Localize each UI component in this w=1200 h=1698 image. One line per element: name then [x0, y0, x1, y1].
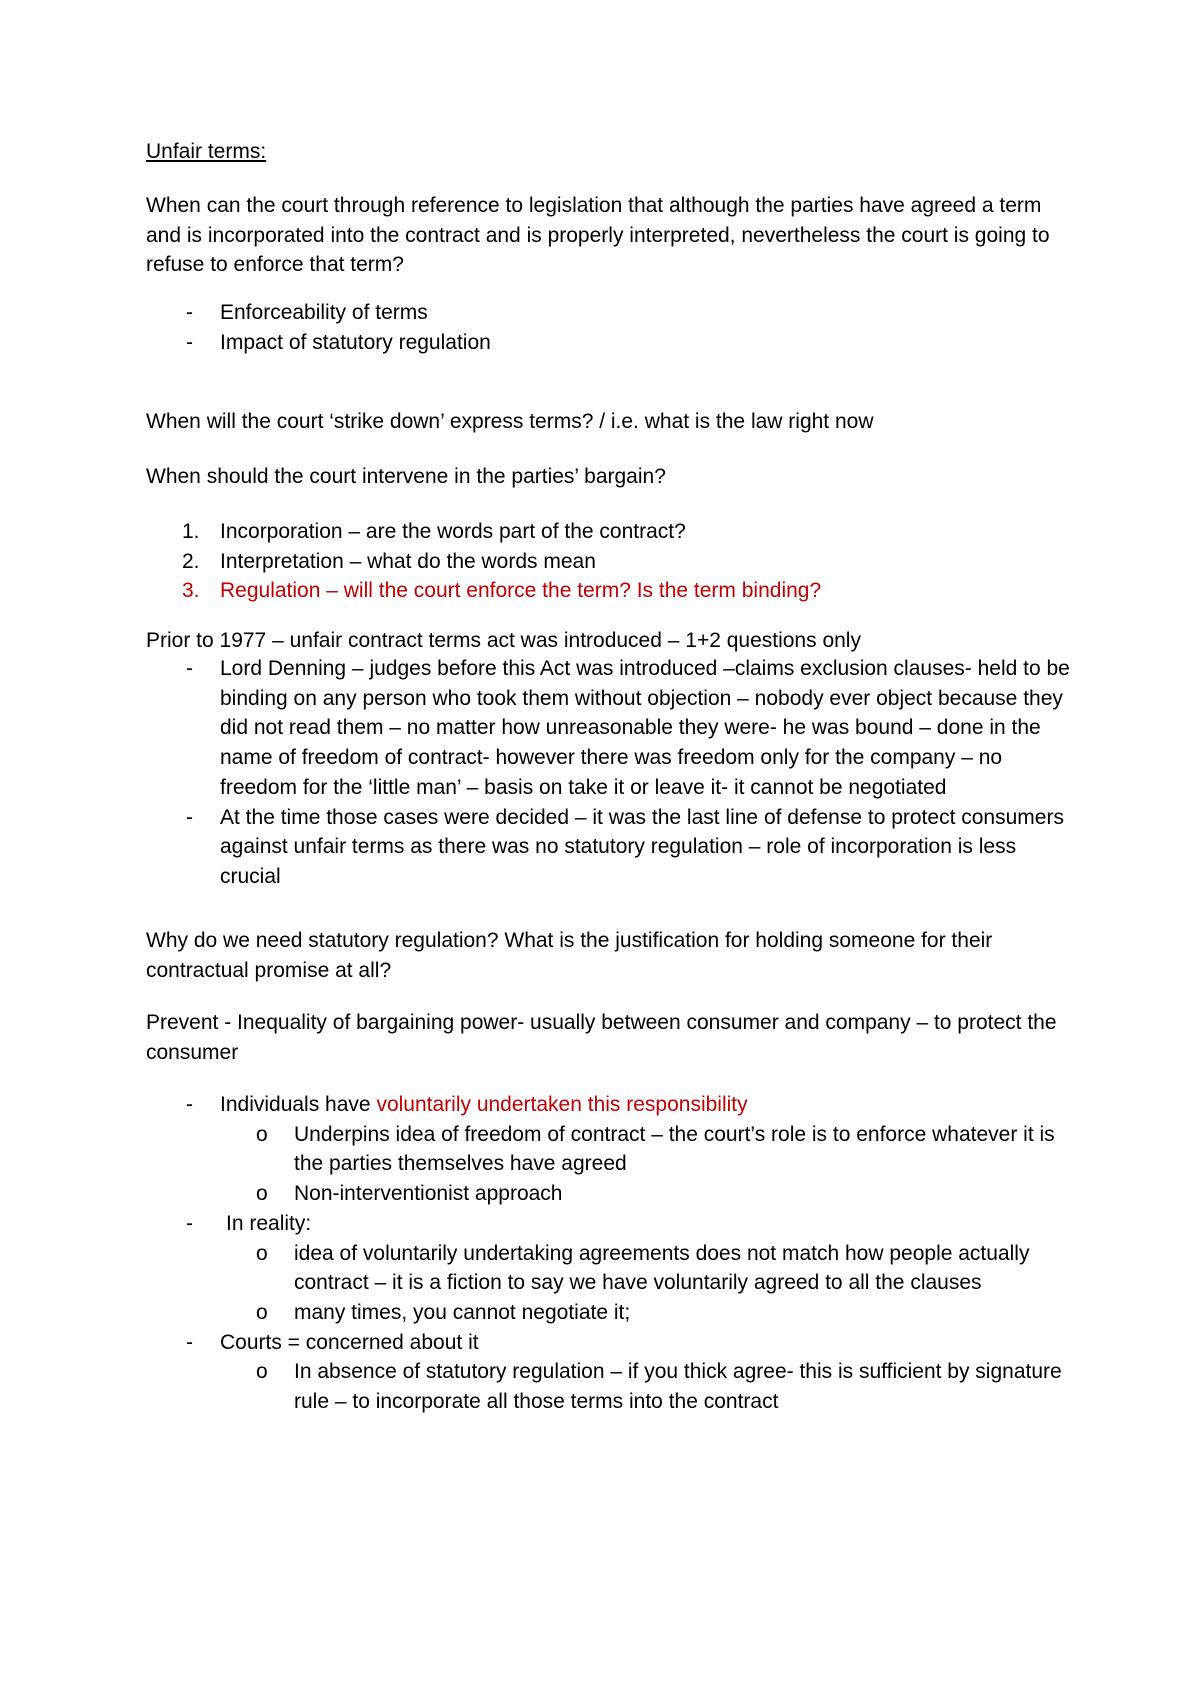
list-item: - In reality: [146, 1209, 1076, 1239]
numbered-list [146, 517, 1076, 606]
circle-marker: o [256, 1241, 268, 1265]
prevent-paragraph: Prevent - Inequality of bargaining power- usually between consumer and company – to protect the consumer [146, 1011, 1057, 1064]
list-item: - At the time those cases were decided – it was the last line of defense to protect consumers against unfair terms as there was no statutory regulation – role of incorporation is less crucial [146, 803, 1076, 892]
prior-1977-list [146, 654, 1076, 892]
topics-list [146, 298, 1076, 357]
circle-marker: o [256, 1300, 268, 1324]
sub-list-item: o Non-interventionist approach [146, 1179, 1076, 1209]
list-item-regulation: 3. Regulation – will the court enforce the term? Is the term binding? [182, 579, 822, 603]
dash-marker: - [186, 330, 193, 354]
list-item: 1. Incorporation – are the words part of the contract? [182, 520, 686, 543]
list-item: - Enforceability of terms [146, 298, 1076, 328]
dash-marker: - [186, 805, 193, 829]
sub-list-item: o idea of voluntarily undertaking agreements does not match how people actually contract – it is a fiction to say we have voluntarily agreed to all the clauses [146, 1239, 1076, 1298]
sub-list-item: o many times, you cannot negotiate it; [146, 1298, 1076, 1328]
list-item: - Lord Denning – judges before this Act was introduced –claims exclusion clauses- held to be binding on any person who took them without objection – nobody ever object because they did not read them – no matter how unreasonable they were- he was bound – done in the name of freedom of contract- however there was freedom only for the company – no freedom for the ‘little man’ – basis on take it or leave it- it cannot be negotiated [146, 654, 1076, 803]
highlighted-phrase: voluntarily undertaken this responsibility [376, 1093, 748, 1116]
circle-marker: o [256, 1122, 268, 1146]
dash-marker: - [186, 1093, 193, 1116]
sub-list-item: o Underpins idea of freedom of contract – the court’s role is to enforce whatever it is the parties themselves have agreed [146, 1120, 1076, 1179]
prior-1977-heading: Prior to 1977 – unfair contract terms act was introduced – 1+2 questions only [146, 629, 861, 652]
question-strike-down: When will the court ‘strike down’ express terms? / i.e. what is the law right now [146, 410, 874, 433]
dash-marker: - [186, 301, 193, 324]
page-title: Unfair terms: [146, 140, 267, 163]
list-item: - Individuals have voluntarily undertaken this responsibility [146, 1090, 1076, 1120]
list-item: - Impact of statutory regulation [146, 328, 1076, 358]
dash-marker: - [186, 657, 193, 680]
circle-marker: o [256, 1360, 268, 1384]
intro-paragraph: When can the court through reference to legislation that although the parties have agreed a term and is incorporated into the contract and is properly interpreted, nevertheless the court is going to refuse to enforce that term? [146, 194, 1050, 277]
sub-list-item: o In absence of statutory regulation – if you thick agree- this is sufficient by signature rule – to incorporate all those terms into the contract [146, 1357, 1076, 1416]
list-item: - Courts = concerned about it [146, 1328, 1076, 1358]
list-item: 2. Interpretation – what do the words mean [182, 549, 596, 573]
why-paragraph: Why do we need statutory regulation? What is the justification for holding someone for their contractual promise at all? [146, 929, 993, 982]
circle-marker: o [256, 1182, 268, 1206]
question-intervene: When should the court intervene in the parties’ bargain? [146, 465, 666, 488]
dash-marker: - [186, 1211, 193, 1235]
justification-list [146, 1090, 1076, 1417]
dash-marker: - [186, 1330, 193, 1354]
